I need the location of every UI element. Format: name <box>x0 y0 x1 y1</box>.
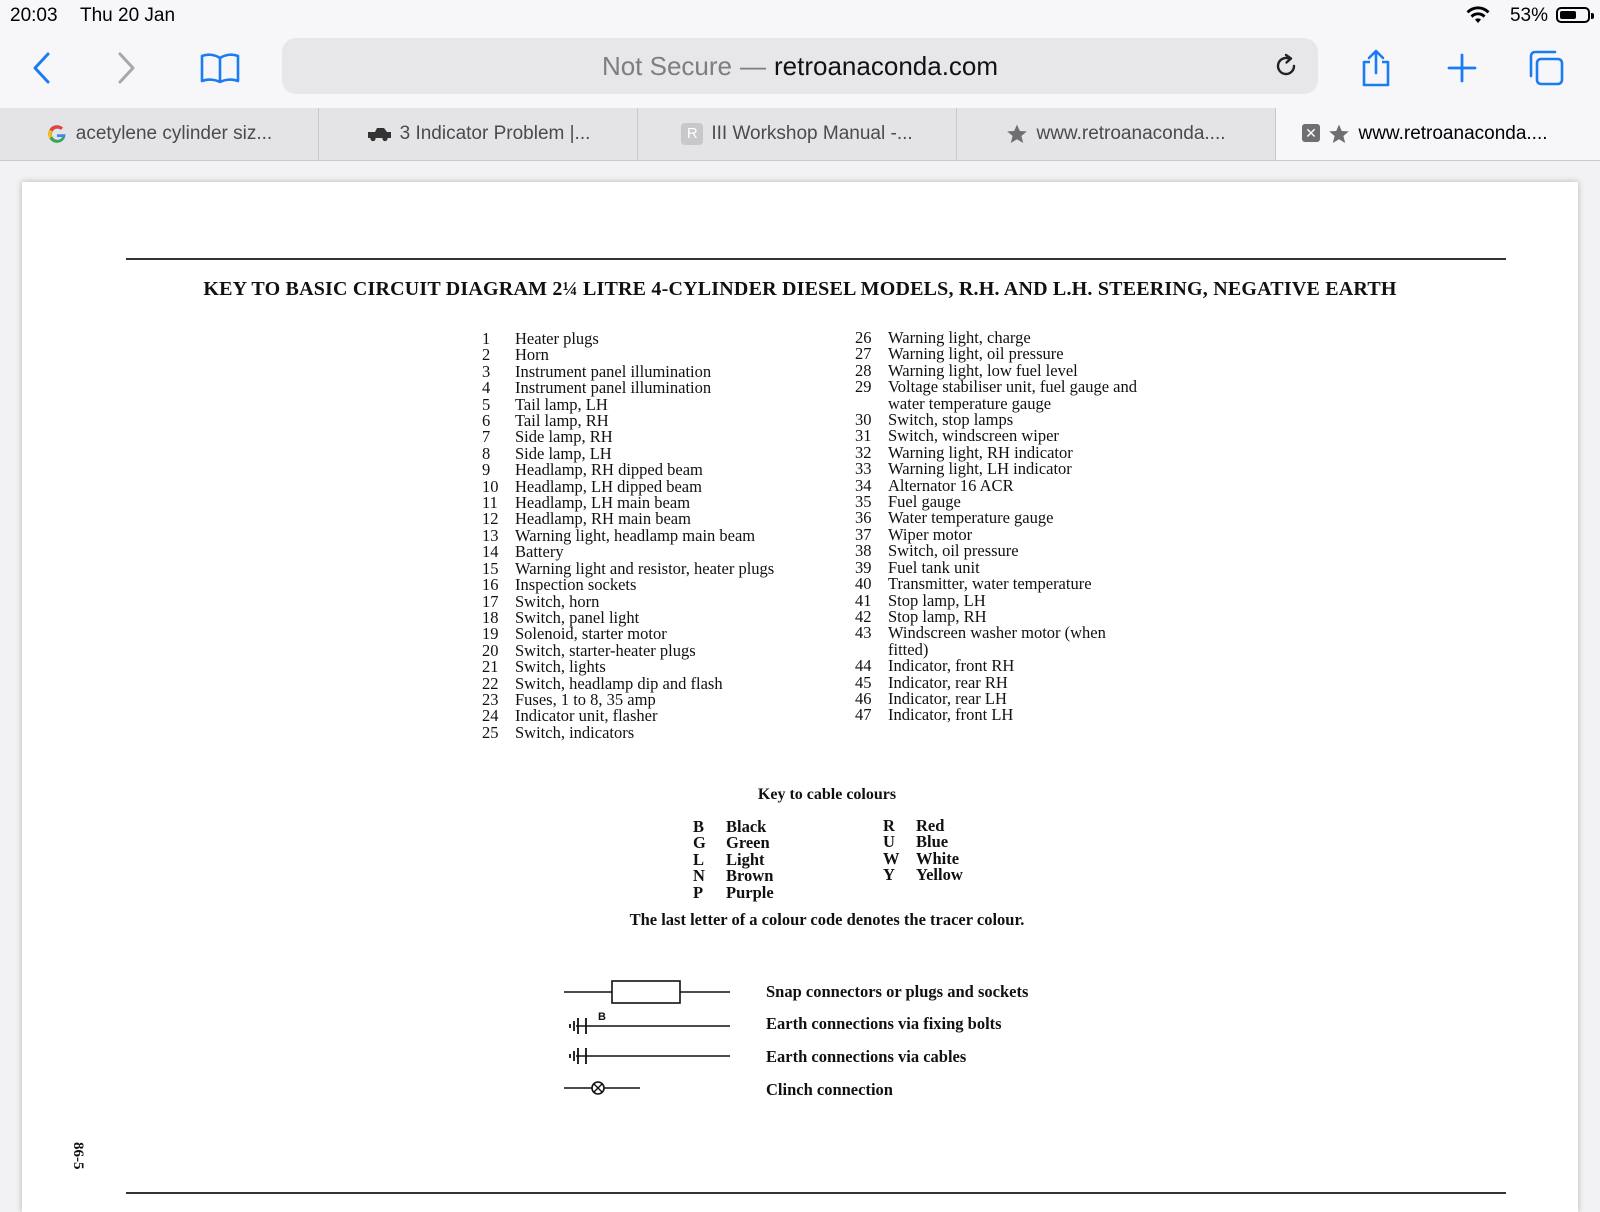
back-button[interactable] <box>18 44 66 92</box>
key-item-key: 28 <box>855 360 872 380</box>
key-item-label: Switch, oil pressure <box>888 541 1019 561</box>
tab-indicator-problem[interactable] <box>319 108 638 160</box>
key-item-label: Stop lamp, LH <box>888 590 986 610</box>
key-item-label: Switch, headlamp dip and flash <box>515 673 723 693</box>
key-item-label: Tail lamp, LH <box>515 394 608 414</box>
top-rule <box>126 258 1506 260</box>
key-item-key: 16 <box>482 575 499 595</box>
reload-button[interactable] <box>1268 48 1304 84</box>
key-item-label: Transmitter, water temperature <box>888 574 1092 594</box>
key-item-key: 18 <box>482 607 499 627</box>
key-item-key: 44 <box>855 656 872 676</box>
tab-label: www.retroanaconda.... <box>1358 123 1548 144</box>
symbol-label-clinch: Clinch connection <box>766 1080 893 1099</box>
star-icon <box>1328 123 1350 145</box>
key-item-key: 24 <box>482 706 499 726</box>
key-item-key: 38 <box>855 541 872 561</box>
document-page <box>22 182 1578 1212</box>
cable-colour-label: Yellow <box>916 865 963 885</box>
cable-colour-key: G <box>693 833 706 853</box>
tab-label: III Workshop Manual -... <box>711 123 913 144</box>
status-date: Thu 20 Jan <box>80 5 176 26</box>
key-item-key: 3 <box>482 361 491 381</box>
bolt-marker: B <box>598 1011 606 1023</box>
cable-colour-key: N <box>693 866 705 886</box>
star-icon <box>1006 123 1028 145</box>
key-item-label: Fuel tank unit <box>888 557 980 577</box>
share-button[interactable] <box>1352 44 1400 92</box>
key-item-label: Alternator 16 ACR <box>888 475 1014 495</box>
key-item-key: 2 <box>482 345 491 365</box>
plus-icon <box>1446 52 1478 84</box>
key-item-label: Switch, starter-heater plugs <box>515 640 696 660</box>
tab-workshop-manual[interactable] <box>638 108 957 160</box>
cable-colours-right <box>883 818 1043 884</box>
google-icon <box>46 123 68 145</box>
tab-label: acetylene cylinder siz... <box>75 123 273 144</box>
key-item-key: 34 <box>855 475 872 495</box>
key-item-label: Stop lamp, RH <box>888 606 987 626</box>
tab-retroanaconda-active[interactable] <box>1276 108 1600 160</box>
status-bar <box>0 0 1600 30</box>
key-item-key: 5 <box>482 394 491 414</box>
cable-colour <box>693 835 853 851</box>
key-item-label: Tail lamp, RH <box>515 411 609 431</box>
key-item-key: 36 <box>855 508 872 528</box>
key-item-label: Warning light, charge <box>888 328 1031 347</box>
key-item-label: Switch, panel light <box>515 607 640 627</box>
key-item-label: Switch, stop lamps <box>888 410 1014 430</box>
key-item-label: Fuses, 1 to 8, 35 amp <box>515 689 656 709</box>
key-item-key: 32 <box>855 442 872 462</box>
earth-cables-symbol <box>562 1042 732 1070</box>
tab-label: 3 Indicator Problem |... <box>399 123 591 144</box>
key-item-key: 1 <box>482 329 491 348</box>
key-item-key: 42 <box>855 606 872 626</box>
key-item-key: 45 <box>855 672 872 692</box>
key-item-label: Warning light, headlamp main beam <box>515 525 756 545</box>
key-item-key: 8 <box>482 443 491 463</box>
key-item-label: Switch, windscreen wiper <box>888 426 1059 446</box>
key-item-key: 7 <box>482 427 491 447</box>
key-item-key: 11 <box>482 493 498 513</box>
tab-overview-button[interactable] <box>1522 44 1570 92</box>
key-item-label: Switch, lights <box>515 657 606 677</box>
key-item-label: Indicator, front LH <box>888 705 1014 725</box>
cable-colour <box>693 882 853 902</box>
tab-retroanaconda-1[interactable] <box>957 108 1276 160</box>
cable-key-title: Key to cable colours <box>757 786 897 803</box>
cable-colour-label: Black <box>726 817 767 836</box>
status-time: 20:03 <box>10 5 58 26</box>
reload-icon <box>1272 52 1300 80</box>
tracer-note: The last letter of a colour code denotes the tracer colour. <box>629 910 1025 929</box>
key-item-key: 20 <box>482 640 499 660</box>
key-item-label: water temperature gauge <box>888 393 1052 413</box>
tab-bar <box>0 108 1600 161</box>
key-item-key: 31 <box>855 426 872 446</box>
r-favicon-icon: R <box>681 123 703 145</box>
cable-colour-label: White <box>916 848 960 868</box>
key-item-label: Fuel gauge <box>888 492 961 512</box>
page-number: 86-5 <box>70 1142 86 1170</box>
cable-colour <box>883 834 1043 850</box>
key-item-label: Water temperature gauge <box>888 508 1054 528</box>
key-item-key: 9 <box>482 460 491 480</box>
key-item-key: 29 <box>855 377 872 397</box>
key-item-label: Indicator, front RH <box>888 656 1015 676</box>
key-item-key: 30 <box>855 410 872 430</box>
key-item-key: 39 <box>855 557 872 577</box>
clinch-connection-symbol <box>562 1074 732 1102</box>
cable-colour <box>693 849 853 869</box>
key-item-label: Headlamp, RH dipped beam <box>515 460 703 480</box>
not-secure-label: Not Secure <box>601 50 733 81</box>
key-item-label: Headlamp, LH dipped beam <box>515 476 702 496</box>
key-item-label: Indicator unit, flasher <box>515 706 658 726</box>
key-item-label: Warning light, LH indicator <box>888 459 1072 479</box>
key-item-key: 4 <box>482 378 491 398</box>
key-item-label: Warning light, oil pressure <box>888 344 1064 364</box>
key-item-key: 14 <box>482 542 499 562</box>
key-list-left <box>482 331 822 741</box>
key-item-key: 46 <box>855 688 872 708</box>
bottom-rule <box>126 1192 1506 1194</box>
key-item-label: Switch, indicators <box>515 722 635 742</box>
key-item-key: 27 <box>855 344 872 364</box>
cable-colour-label: Purple <box>726 882 774 902</box>
key-item-key: 10 <box>482 476 499 496</box>
snap-connector-symbol <box>562 978 732 1006</box>
key-item-label: Switch, horn <box>515 591 600 611</box>
key-item-label: Warning light, low fuel level <box>888 360 1078 380</box>
key-item-label: Warning light, RH indicator <box>888 442 1073 462</box>
key-item-label: Heater plugs <box>515 329 599 348</box>
new-tab-button[interactable] <box>1438 44 1486 92</box>
key-item-key: 25 <box>482 722 499 742</box>
address-separator: — <box>740 50 767 81</box>
address-bar[interactable] <box>282 38 1318 94</box>
key-item-key: 23 <box>482 689 499 709</box>
key-item-key: 19 <box>482 624 499 644</box>
bookmarks-button[interactable] <box>196 44 244 92</box>
key-item-key: 37 <box>855 524 872 544</box>
key-list-right <box>855 330 1185 724</box>
key-item-label: fitted) <box>888 639 929 659</box>
chevron-left-icon <box>30 50 54 86</box>
key-item-label: Headlamp, LH main beam <box>515 493 691 513</box>
key-item-key: 35 <box>855 492 872 512</box>
cable-colour-label: Green <box>726 833 770 853</box>
cable-colour-label: Brown <box>726 866 774 886</box>
cable-colour <box>883 848 1043 868</box>
key-item <box>482 722 822 742</box>
key-item-label: Indicator, rear LH <box>888 688 1007 708</box>
key-item-label: Wiper motor <box>888 524 973 544</box>
car-icon <box>366 126 392 142</box>
key-item-key: 41 <box>855 590 872 610</box>
wifi-icon <box>1466 6 1490 29</box>
chevron-right-icon <box>114 50 138 86</box>
symbol-label-earth-bolts: Earth connections via fixing bolts <box>766 1014 1002 1033</box>
tab-label: www.retroanaconda.... <box>1036 123 1226 144</box>
key-item-label: Side lamp, LH <box>515 443 612 463</box>
key-item-key: 26 <box>855 328 872 347</box>
symbol-label-snap: Snap connectors or plugs and sockets <box>766 982 1029 1001</box>
key-item-key: 13 <box>482 525 499 545</box>
book-icon <box>200 52 240 84</box>
key-item-label: Headlamp, RH main beam <box>515 509 691 529</box>
key-item-label: Instrument panel illumination <box>515 378 712 398</box>
battery-percent: 53% <box>1509 5 1548 26</box>
battery-icon <box>1556 7 1590 23</box>
key-item-key: 12 <box>482 509 499 529</box>
symbol-label-earth-cables: Earth connections via cables <box>766 1047 967 1066</box>
earth-fixing-bolts-symbol <box>562 1008 732 1036</box>
key-item-key: 21 <box>482 657 499 677</box>
browser-toolbar <box>0 30 1600 108</box>
key-item <box>855 707 1185 723</box>
tab-acetylene[interactable] <box>0 108 319 160</box>
cable-colour-key: U <box>883 832 895 852</box>
cable-colour-key: B <box>693 817 705 836</box>
key-item-label: Windscreen washer motor (when <box>888 623 1106 643</box>
cable-colour-label: Blue <box>916 832 949 852</box>
key-item-label: Inspection sockets <box>515 575 637 595</box>
cable-colour-key: P <box>693 882 704 902</box>
key-item-key: 6 <box>482 411 491 431</box>
key-item-label: Horn <box>515 345 549 365</box>
key-item-key: 15 <box>482 558 499 578</box>
cable-colour-label: Red <box>916 816 945 835</box>
key-item-key: 40 <box>855 574 872 594</box>
cable-colour-key: Y <box>883 865 895 885</box>
key-item-key: 47 <box>855 705 872 725</box>
cable-colour-label: Light <box>726 849 765 869</box>
tabs-icon <box>1527 49 1565 87</box>
cable-colour-key: L <box>693 849 705 869</box>
key-item-label: Battery <box>515 542 564 562</box>
key-item-label: Solenoid, starter motor <box>515 624 667 644</box>
key-item-key: 17 <box>482 591 499 611</box>
key-item-label: Indicator, rear RH <box>888 672 1008 692</box>
address-domain: retroanaconda.com <box>774 50 999 81</box>
cable-colour <box>693 819 853 835</box>
cable-colour-key: W <box>883 848 900 868</box>
cable-colours-left <box>693 819 853 901</box>
cable-colour <box>883 818 1043 834</box>
close-tab-button[interactable]: ✕ <box>1302 124 1320 142</box>
key-item-label: Instrument panel illumination <box>515 361 712 381</box>
cable-colour <box>883 867 1043 883</box>
forward-button[interactable] <box>102 44 150 92</box>
share-icon <box>1359 48 1393 88</box>
key-item-key: 43 <box>855 623 872 643</box>
key-item-label: Side lamp, RH <box>515 427 613 447</box>
document-title: KEY TO BASIC CIRCUIT DIAGRAM 2¼ LITRE 4-CYLINDER DIESEL MODELS, R.H. AND L.H. STEERING, NEGATIVE EARTH <box>203 278 1397 300</box>
key-item-key: 22 <box>482 673 499 693</box>
key-item-label: Voltage stabiliser unit, fuel gauge and <box>888 377 1137 397</box>
cable-colour-key: R <box>883 816 895 835</box>
key-item-label: Warning light and resistor, heater plugs <box>515 558 775 578</box>
key-item-key: 33 <box>855 459 872 479</box>
